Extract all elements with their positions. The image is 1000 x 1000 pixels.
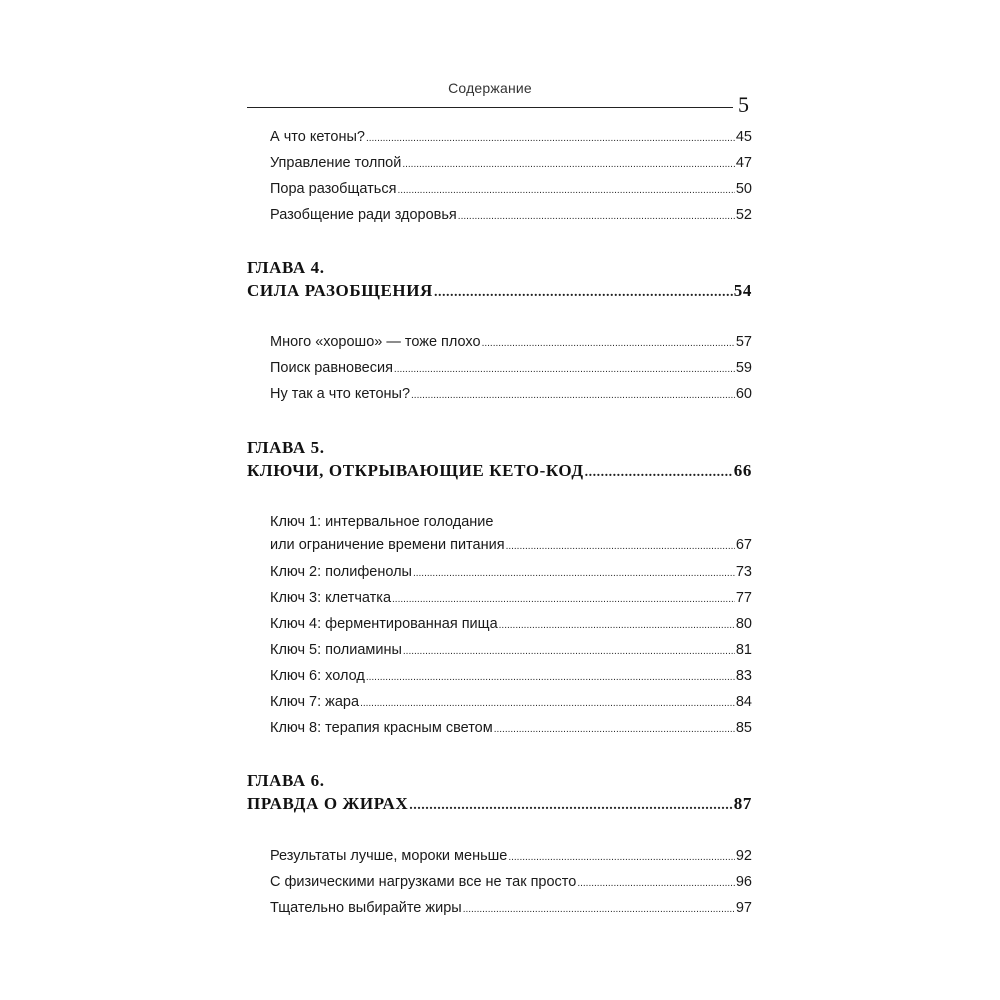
entry-page: 80 [735, 616, 752, 632]
entry-title: Разобщение ради здоровья [270, 207, 457, 223]
dot-leader [463, 904, 735, 915]
chapter-heading[interactable] [247, 461, 752, 481]
chapter-page: 66 [733, 461, 752, 480]
toc-entry[interactable] [270, 616, 752, 632]
toc-entry[interactable] [270, 694, 752, 710]
dot-leader [413, 568, 735, 579]
entry-title: или ограничение времени питания [270, 537, 505, 553]
toc-entry[interactable] [270, 590, 752, 606]
entry-title: Пора разобщаться [270, 181, 397, 197]
chapter-heading[interactable] [247, 281, 752, 301]
chapter-label: ГЛАВА 5. [247, 438, 325, 457]
entry-title: Результаты лучше, мороки меньше [270, 848, 508, 864]
dot-leader [366, 672, 735, 683]
entry-title: А что кетоны? [270, 129, 365, 145]
entry-title: Ключ 6: холод [270, 668, 365, 684]
entry-title: С физическими нагрузками все не так просто [270, 874, 577, 890]
entry-page: 50 [735, 181, 752, 197]
entry-page: 92 [735, 848, 752, 864]
entry-title-first-line: Ключ 1: интервальное голодание [270, 514, 494, 530]
chapter-title: ПРАВДА О ЖИРАХ [247, 794, 409, 813]
chapter-title: КЛЮЧИ, ОТКРЫВАЮЩИЕ КЕТО-КОД [247, 461, 584, 480]
toc-entry[interactable] [270, 720, 752, 736]
entry-page: 73 [735, 564, 752, 580]
dot-leader [499, 620, 735, 631]
entry-page: 97 [735, 900, 752, 916]
header-rule [247, 107, 733, 108]
dot-leader [409, 798, 733, 814]
dot-leader [403, 646, 735, 657]
toc-entry[interactable] [270, 386, 752, 402]
dot-leader [585, 465, 733, 481]
dot-leader [397, 185, 734, 196]
entry-title: Ключ 5: полиамины [270, 642, 402, 658]
entry-page: 83 [735, 668, 752, 684]
toc-entry[interactable] [270, 642, 752, 658]
dot-leader [366, 133, 735, 144]
chapter-heading[interactable] [247, 794, 752, 814]
entry-title: Ключ 2: полифенолы [270, 564, 412, 580]
entry-title: Много «хорошо» — тоже плохо [270, 334, 481, 350]
entry-page: 45 [735, 129, 752, 145]
chapter-title: СИЛА РАЗОБЩЕНИЯ [247, 281, 433, 300]
entry-title: Управление толпой [270, 155, 402, 171]
dot-leader [402, 159, 735, 170]
entry-page: 81 [735, 642, 752, 658]
dot-leader [392, 594, 735, 605]
dot-leader [411, 390, 735, 401]
toc-entry[interactable] [270, 334, 752, 350]
toc-entry[interactable] [270, 668, 752, 684]
toc-entry[interactable] [270, 848, 752, 864]
entry-title: Ключ 8: терапия красным светом [270, 720, 493, 736]
chapter-page: 54 [733, 281, 752, 300]
entry-page: 77 [735, 590, 752, 606]
toc-entry[interactable] [270, 564, 752, 580]
entry-page: 85 [735, 720, 752, 736]
entry-page: 67 [735, 537, 752, 553]
toc-entry[interactable] [270, 129, 752, 145]
dot-leader [434, 285, 733, 301]
entry-title: Ключ 7: жара [270, 694, 360, 710]
entry-page: 52 [735, 207, 752, 223]
toc-entry[interactable] [270, 874, 752, 890]
entry-title: Ключ 4: ферментированная пища [270, 616, 498, 632]
toc-entry[interactable] [270, 181, 752, 197]
entry-title: Поиск равновесия [270, 360, 393, 376]
toc-entry[interactable] [270, 155, 752, 171]
entry-page: 60 [735, 386, 752, 402]
chapter-label: ГЛАВА 6. [247, 771, 325, 790]
entry-page: 57 [735, 334, 752, 350]
page-number: 5 [738, 92, 749, 117]
dot-leader [577, 878, 735, 889]
dot-leader [458, 211, 735, 222]
toc-entry[interactable] [270, 360, 752, 376]
dot-leader [494, 724, 735, 735]
dot-leader [506, 541, 735, 552]
entry-page: 47 [735, 155, 752, 171]
chapter-page: 87 [733, 794, 752, 813]
entry-title: Тщательно выбирайте жиры [270, 900, 462, 916]
entry-title: Ключ 3: клетчатка [270, 590, 392, 606]
toc-entry[interactable] [270, 207, 752, 223]
dot-leader [394, 364, 735, 375]
chapter-label: ГЛАВА 4. [247, 258, 325, 277]
entry-page: 59 [735, 360, 752, 376]
entry-page: 96 [735, 874, 752, 890]
entry-title: Ну так а что кетоны? [270, 386, 411, 402]
toc-entry[interactable] [270, 537, 752, 553]
dot-leader [482, 338, 735, 349]
dot-leader [508, 852, 735, 863]
running-title: Содержание [448, 80, 532, 96]
dot-leader [360, 698, 735, 709]
toc-entry[interactable] [270, 900, 752, 916]
entry-page: 84 [735, 694, 752, 710]
